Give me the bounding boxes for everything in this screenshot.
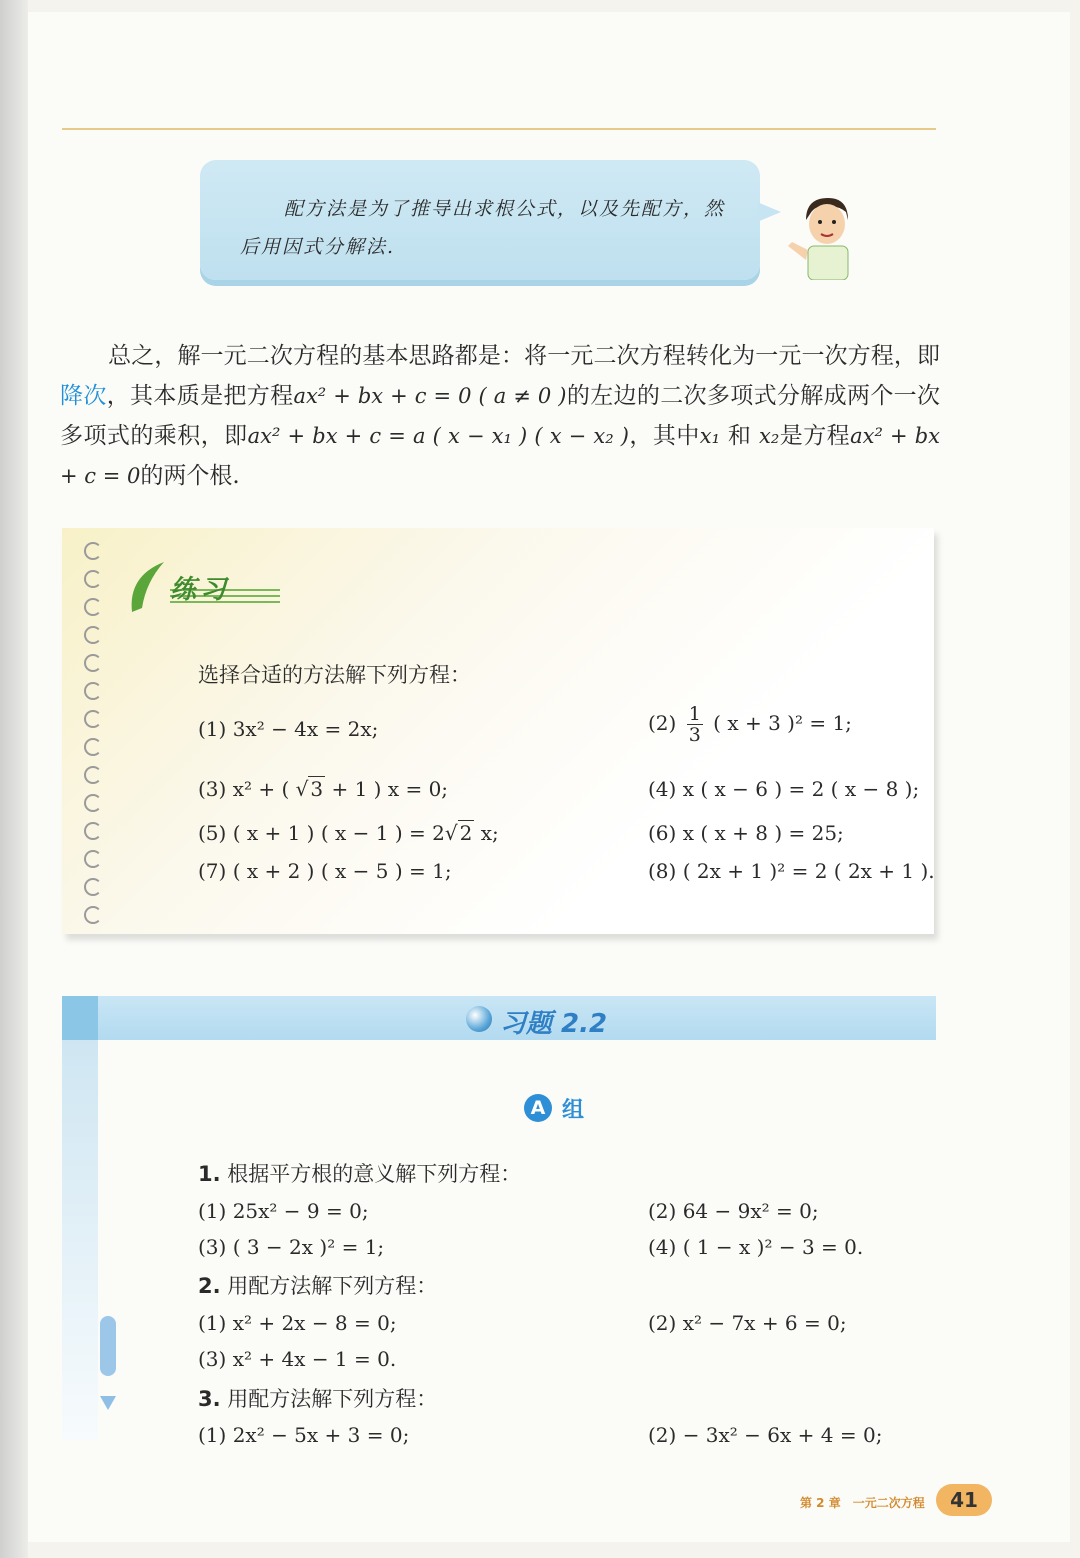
practice-item-3: (3) x² + ( √ 3 + 1 ) x = 0; xyxy=(198,777,449,801)
ring-binding-icon xyxy=(84,598,102,616)
question-1-b: (2) 64 − 9x² = 0; xyxy=(648,1199,819,1223)
header-rule xyxy=(62,128,936,130)
group-label: 组 xyxy=(562,1098,585,1123)
summary-text-6: 的两个根. xyxy=(140,463,240,489)
exercise-side-band xyxy=(62,1040,98,1440)
fraction-numerator: 1 xyxy=(688,703,701,725)
ring-binding-icon xyxy=(84,570,102,588)
practice-instruction: 选择合适的方法解下列方程： xyxy=(198,663,471,687)
practice-item-5-pre: (5) ( x + 1 ) ( x − 1 ) = 2 xyxy=(198,821,445,845)
equation-standard: ax² + bx + c = 0 ( a ≠ 0 ) xyxy=(293,384,567,408)
sqrt-radicand: 2 xyxy=(459,821,473,845)
practice-item-8: (8) ( 2x + 1 )² = 2 ( 2x + 1 ). xyxy=(648,859,935,883)
question-3-a: (1) 2x² − 5x + 3 = 0; xyxy=(198,1423,410,1447)
question-2-c: (3) x² + 4x − 1 = 0. xyxy=(198,1347,397,1371)
summary-text-1: 总之，解一元二次方程的基本思路都是：将一元二次方程转化为一元一次方程，即 xyxy=(108,343,940,369)
ring-binding-icon xyxy=(84,850,102,868)
practice-item-2-label: (2) xyxy=(648,711,677,735)
ring-binding-icon xyxy=(84,906,102,924)
root-x2: x₂ xyxy=(759,424,780,448)
ring-binding-icon xyxy=(84,794,102,812)
question-2-a: (1) x² + 2x − 8 = 0; xyxy=(198,1311,397,1335)
summary-paragraph xyxy=(60,336,940,496)
question-1-d: (4) ( 1 − x )² − 3 = 0. xyxy=(648,1235,864,1259)
ring-binding-icon xyxy=(84,878,102,896)
side-tab xyxy=(100,1316,116,1376)
question-2-b: (2) x² − 7x + 6 = 0; xyxy=(648,1311,847,1335)
exercise-title: 习题 2.2 xyxy=(500,1009,608,1039)
summary-text-3: 的左边的二次多项式分解成两个一次多项式的乘积，即 xyxy=(60,383,940,449)
practice-item-5: (5) ( x + 1 ) ( x − 1 ) = 2√ 2 x; xyxy=(198,821,499,845)
down-arrow-icon xyxy=(100,1396,116,1410)
practice-item-1: (1) 3x² − 4x = 2x; xyxy=(198,717,379,741)
question-3-b: (2) − 3x² − 6x + 4 = 0; xyxy=(648,1423,883,1447)
speech-bubble-text: 配方法是为了推导出求根公式，以及先配方，然后用因式分解法. xyxy=(240,198,726,258)
ring-binding-icon xyxy=(84,542,102,560)
exercise-header-bar xyxy=(62,996,936,1040)
practice-item-2-rest: ( x + 3 )² = 1; xyxy=(713,711,852,735)
practice-item-7: (7) ( x + 2 ) ( x − 5 ) = 1; xyxy=(198,859,452,883)
keyword-highlight: 降次 xyxy=(60,383,107,409)
question-3-text: 用配方法解下列方程： xyxy=(227,1387,438,1411)
ring-binding-icon xyxy=(84,682,102,700)
page-number: 41 xyxy=(936,1484,992,1516)
ring-binding-icon xyxy=(84,738,102,756)
footer-chapter-title: 第 2 章 一元二次方程 xyxy=(800,1496,925,1510)
question-3-heading xyxy=(198,1383,437,1413)
practice-item-3-pre: (3) x² + ( xyxy=(198,777,290,801)
fraction xyxy=(687,704,703,745)
question-2-number: 2. xyxy=(198,1274,221,1298)
question-1-heading xyxy=(198,1158,521,1188)
summary-text-4: ，其中 xyxy=(628,423,700,449)
globe-icon xyxy=(466,1006,492,1032)
practice-item-6: (6) x ( x + 8 ) = 25; xyxy=(648,821,844,845)
question-1-number: 1. xyxy=(198,1162,221,1186)
exercise-header-accent xyxy=(62,996,98,1040)
ring-binding-icon xyxy=(84,766,102,784)
question-2-text: 用配方法解下列方程： xyxy=(227,1274,438,1298)
question-3-number: 3. xyxy=(198,1387,221,1411)
question-1-c: (3) ( 3 − 2x )² = 1; xyxy=(198,1235,385,1259)
fraction-denominator: 3 xyxy=(688,724,701,746)
question-1-a: (1) 25x² − 9 = 0; xyxy=(198,1199,369,1223)
ring-binding-icon xyxy=(84,654,102,672)
ring-binding-icon xyxy=(84,710,102,728)
group-badge: A xyxy=(524,1094,552,1122)
ring-binding-icon xyxy=(84,822,102,840)
equation-standard-2: ax² + bx + c = 0 xyxy=(60,424,941,488)
book-spine xyxy=(0,0,28,1558)
equation-factored: ax² + bx + c = a ( x − x₁ ) ( x − x₂ ) xyxy=(247,424,629,448)
practice-title: 练习 xyxy=(170,575,231,605)
sqrt-radicand: 3 xyxy=(310,777,324,801)
question-2-heading xyxy=(198,1270,437,1300)
practice-item-5-post: x; xyxy=(480,821,499,845)
summary-text-2: ，其本质是把方程 xyxy=(106,383,294,409)
boy-illustration-icon xyxy=(786,190,866,280)
practice-item-2 xyxy=(648,704,852,745)
summary-text-5: 是方程 xyxy=(779,423,851,449)
practice-item-4: (4) x ( x − 6 ) = 2 ( x − 8 ); xyxy=(648,777,920,801)
practice-item-3-post: + 1 ) x = 0; xyxy=(331,777,449,801)
root-x1: x₁ xyxy=(699,424,721,448)
speech-bubble-tail xyxy=(757,202,781,222)
ring-binding-icon xyxy=(84,626,102,644)
question-1-text: 根据平方根的意义解下列方程： xyxy=(227,1162,522,1186)
summary-and: 和 xyxy=(727,423,752,449)
